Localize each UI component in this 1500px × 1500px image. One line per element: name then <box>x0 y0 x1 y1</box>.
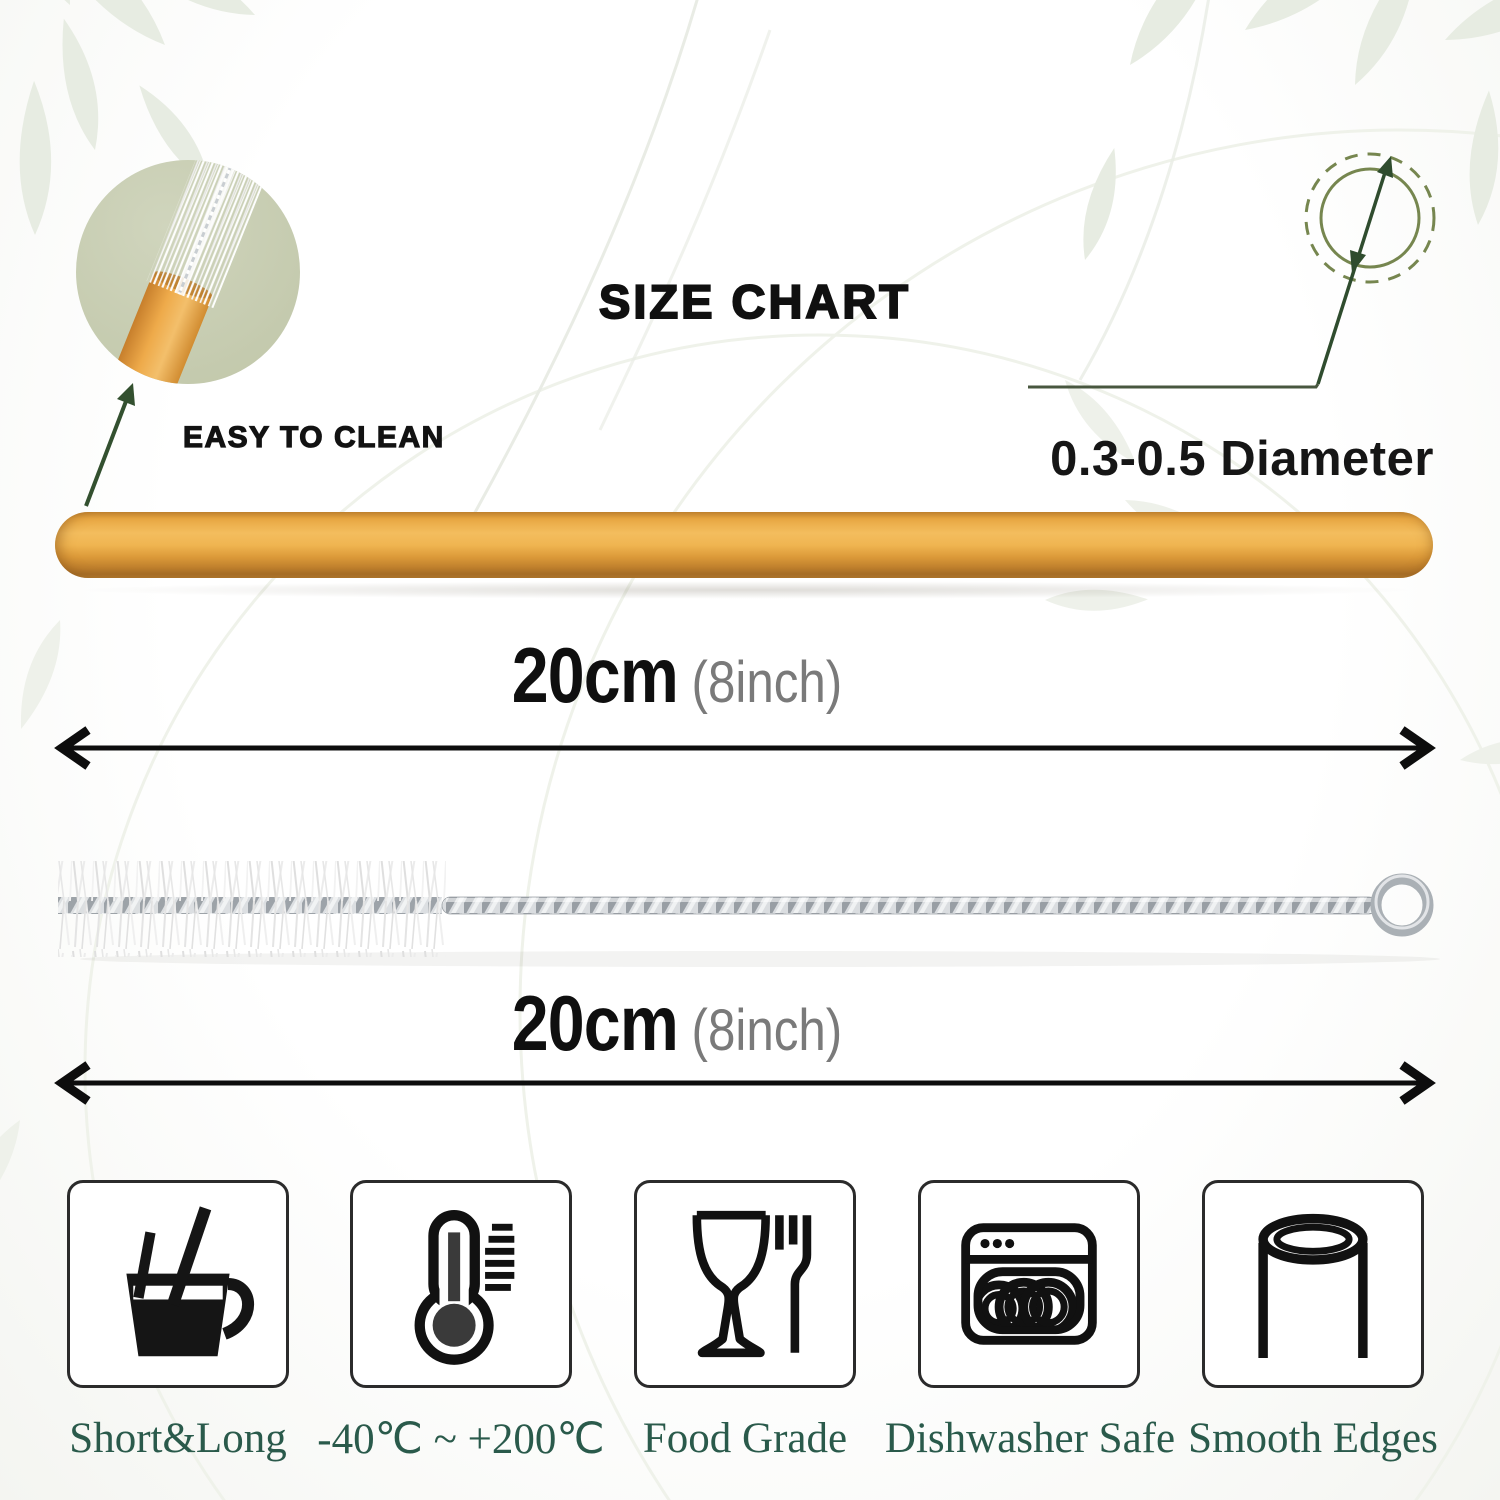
straw-length-alt: (8inch) <box>691 650 843 715</box>
dishwasher-icon <box>941 1196 1117 1372</box>
diameter-arrow-line <box>1318 163 1388 384</box>
feature-card-smooth-edges <box>1202 1180 1424 1388</box>
cleaning-brush-image <box>50 853 1470 973</box>
diameter-leader-line <box>1028 384 1318 387</box>
brush-bristles <box>58 861 446 957</box>
feature-label-dishwasher-safe: Dishwasher Safe <box>884 1415 1176 1462</box>
mug-with-straws-icon <box>92 1198 264 1370</box>
wine-glass-fork-icon <box>659 1198 831 1370</box>
feature-card-dishwasher <box>918 1180 1140 1388</box>
straw-length-value: 20cm <box>511 631 678 719</box>
diameter-arrowhead-up <box>1377 156 1393 178</box>
page-title: SIZE CHART <box>599 275 911 328</box>
brush-length-alt: (8inch) <box>691 998 843 1063</box>
straw-length-arrow-icon <box>0 718 1500 778</box>
brush-length-value: 20cm <box>511 979 678 1067</box>
straw-shadow <box>70 581 1420 599</box>
feature-label-food-grade: Food Grade <box>642 1415 848 1462</box>
feature-card-short-long <box>67 1180 289 1388</box>
brush-handle-loop <box>1376 879 1428 931</box>
feature-label-smooth-edges: Smooth Edges <box>1188 1415 1438 1462</box>
diameter-caption: 0.3-0.5 Diameter <box>1050 432 1434 486</box>
thermometer-icon <box>375 1198 547 1370</box>
feature-card-temperature <box>350 1180 572 1388</box>
brush-length-label <box>511 979 843 1067</box>
easy-to-clean-caption: EASY TO CLEAN <box>183 421 445 454</box>
diameter-arrowhead-down <box>1350 250 1366 273</box>
brush-length-arrow-icon <box>0 1053 1500 1113</box>
feature-label-temperature: -40℃ ~ +200℃ <box>317 1416 605 1463</box>
inset-pointer-arrow-icon <box>86 383 135 506</box>
feature-label-short-long: Short&Long <box>69 1415 287 1462</box>
feature-card-food-grade <box>634 1180 856 1388</box>
smooth-tube-icon <box>1227 1198 1399 1370</box>
bamboo-straw-image <box>55 512 1433 578</box>
straw-length-label <box>511 631 843 719</box>
diameter-diagram <box>1028 154 1434 387</box>
